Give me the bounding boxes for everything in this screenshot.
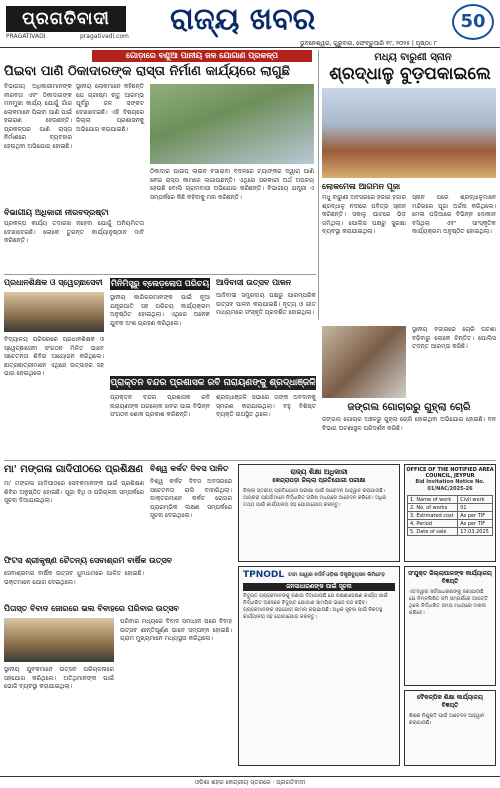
tender-cell: 17.03.2025 bbox=[458, 528, 493, 536]
row-rule-2 bbox=[4, 460, 496, 461]
table-row bbox=[408, 528, 493, 536]
table-row bbox=[408, 512, 493, 520]
section-title: ରାଜ୍ୟ ଖବର bbox=[170, 2, 316, 37]
notice-bottom-title: ବୈକଳ୍ପିକ ଶିକ୍ଷା କାର୍ଯ୍ୟାଳୟ bbox=[417, 694, 483, 701]
anniversary-badge: 50 bbox=[452, 4, 494, 40]
table-row bbox=[408, 520, 493, 528]
tender-cell: As per TIF bbox=[458, 520, 493, 528]
tender-cell: Civil work bbox=[458, 496, 493, 504]
right-subhead: ଲୋକମେଳା ଆଗମନ ପୂଜା bbox=[322, 182, 401, 191]
story-photo-9 bbox=[4, 618, 114, 662]
dateline: ଭୁବନେଶ୍ୱର, ଗୁରୁବାର, ଫେବ୍ରୁଆରି ୧୯, ୨୦୨୫ | ପୃଷ୍ଠା: ୮ bbox=[300, 40, 438, 47]
tender-cell: 1. Name of work bbox=[408, 496, 458, 504]
story-body-mid: ସ୍ଥାନୀୟ ବଜାରରେ ଚୋରି ଘଟଣା ବଢ଼ିବାରୁ ଲୋକେ ଚିନ୍ତିତ। ପୋଲିସ ତଦନ୍ତ ଆରମ୍ଭ କରିଛି। bbox=[412, 326, 496, 350]
story-body-3: ଆଦିବାସୀ ସମ୍ପ୍ରଦାୟ ପକ୍ଷରୁ ପାରମ୍ପରିକ ଉତ୍ସବ ପାଳନ କରାଯାଇଛି। ନୃତ୍ୟ ଓ ଗୀତ ମାଧ୍ୟମରେ ସଂସ୍କୃତି ପ୍ରଦର୍ଶିତ ହୋଇଥିଲା। bbox=[216, 292, 316, 316]
story-headline-7: ବିଶ୍ୱ କର୍କଟ ଦିବସ ପାଳିତ bbox=[150, 464, 229, 473]
govt-notice-subtitle: କେନ୍ଦ୍ରାପଡ଼ା ଜିଲ୍ଲା ପ୍ରତିଯୋଗୀ ପରୀକ୍ଷା bbox=[272, 477, 366, 484]
story-body-2: ସ୍ଥାନୀୟ କାରିଗରମାନଙ୍କ ପାଇଁ ନୂଆ ଯନ୍ତ୍ରପାତି ସହ ପରିଚୟ କାର୍ଯ୍ୟକ୍ରମ ଅନୁଷ୍ଠିତ ହୋଇଥିଲା। ଏଥିରେ ଅନେକ ଯୁବକ ଅଂଶ ଗ୍ରହଣ କରିଥିଲେ। bbox=[110, 294, 210, 327]
right-photo bbox=[322, 88, 496, 178]
story-body-5: ଜଙ୍ଗଲ ଗୋଚାର ଅଞ୍ଚଳରୁ ଗୁହ୍ଲା ଚୋରି ହୋଇଥିବା ଅଭିଯୋଗ ହୋଇଛି। ବନ ବିଭାଗ ଘଟଣାସ୍ଥଳ ପରିଦର୍ଶନ କରିଛି। bbox=[322, 416, 496, 432]
tender-cell: 3. Estimated cost bbox=[408, 512, 458, 520]
column-rule bbox=[318, 50, 319, 320]
govt-notice-title: ରାଜ୍ୟ ଶିକ୍ଷା ଅଧିକାରୀ bbox=[290, 468, 348, 476]
story-body-1: ବିଦ୍ୟାଳୟ ପରିସରରେ ପ୍ରଧାନଶିକ୍ଷକ ଓ ସ୍ୱେଚ୍ଛାସେବୀ ସଂଗଠନ ମିଳିତ ଭାବେ ସଚେତନତା ଶିବିର ଆୟୋଜନ କରିଥିଲେ। ଛାତ୍ରଛାତ୍ରୀମାନେ ଏଥିରେ ଉତ୍ସାହର ସହ ଭାଗ ନେଇଥିଲେ। bbox=[4, 336, 104, 377]
tender-table bbox=[407, 495, 493, 536]
story-body-10: ସ୍ଥାନୀୟ ଯୁବକମାନେ ଉତ୍ସବ ପରିଚାଳନାରେ ସହଯୋଗ କରିଥିଲେ। ଅତିଥିମାନଙ୍କ ପାଇଁ ଭୋଜି ବ୍ୟବସ୍ଥା କରାଯାଇଥିଲା। bbox=[4, 666, 114, 690]
lead-body-col4: ଠିକାଦାର ପାଇପ ଲାଇନ ବସାଇବା ବଦଳରେ ଟ୍ୟାଙ୍କର ଦ୍ୱାରା ପାଣି ନେଇ ରାସ୍ତା କାମରେ ଲଗାଉଛନ୍ତି। ଏଥିରେ ସରକାରୀ ଅର୍ଥ ଅପଚୟ ହେଉଛି ବୋଲି ଗ୍ରାମବାସୀ ଅଭିଯୋଗ କରିଛନ୍ତି। ବିଭାଗୀୟ ଯନ୍ତ୍ରୀ ଏ ସମ୍ପର୍କରେ କିଛି କହିବାକୁ ମନା କରିଛନ୍ତି। bbox=[150, 168, 314, 201]
story-headline-6: ମା' ମଙ୍ଗଳା ଗାଦିପୀଠରେ ପ୍ରଶିକ୍ଷଣ bbox=[4, 464, 144, 475]
govt-notice-ad bbox=[238, 464, 400, 562]
tpnodl-title: ଟାଟା ପାୱାର ନର୍ଦ୍ଦର୍ନ ଓଡ଼ିଶା ଡିଷ୍ଟ୍ରିବ୍ୟୁସନ ଲିମିଟେଡ଼ bbox=[288, 571, 385, 578]
lead-headline: ପିଇବା ପାଣି ଠିକାଦାରଙ୍କ ରାସ୍ତା ନିର୍ମାଣ କାର୍ଯ୍ୟରେ ଲାଗୁଛି bbox=[4, 64, 290, 79]
notice-right-ad bbox=[404, 566, 496, 686]
lead-body-col1: ବିଭାଗୀୟ ଅଧିକାରୀମାନଙ୍କ ନୀରବତା ଏବଂ ଠିକାଦାରଙ୍କ ମନମୁଖୀ କାର୍ଯ୍ୟ ଯୋଗୁଁ ଗାଁର ଲୋକମାନେ ପିଇବା ପାଣି ପାଇଁ ହଇରାଣ ହେଉଛନ୍ତି। ପ୍ରକଳ୍ପର ପାଣି ରାସ୍ତା ନିର୍ମାଣରେ ବ୍ୟବହାର ହେଉଥିବା ଅଭିଯୋଗ ହୋଇଛି। bbox=[4, 83, 72, 150]
table-row bbox=[408, 496, 493, 504]
story-headline-3: ଆଦିବାସୀ ଉତ୍ସବ ପାଳନ bbox=[216, 278, 292, 287]
tender-ad bbox=[404, 464, 496, 562]
lead-subhead: ବିଭାଗୀୟ ଅଧିକାରୀ ନୀରବଦ୍ରଷ୍ଟା bbox=[4, 208, 109, 217]
story-body-7: ବିଶ୍ୱ କର୍କଟ ଦିବସ ଅବସରରେ ସଚେତନତା ରାଲି ବାହାରିଥିଲା। ଡାକ୍ତରମାନେ କର୍କଟ ରୋଗର ପ୍ରାରମ୍ଭିକ ଲକ୍ଷଣ ସମ୍ପର୍କରେ ସୂଚନା ଦେଇଥିଲେ। bbox=[150, 478, 232, 519]
tender-notice: Bid Invitation Notice No. 01/NAC/2025-26 bbox=[415, 479, 485, 492]
right-body-col1: ମଧୁ ବାରୁଣୀ ଅବସରରେ ହଜାର ହଜାର ଶ୍ରଦ୍ଧାଳୁ ନଦୀରେ ପବିତ୍ର ସ୍ନାନ କରିଛନ୍ତି। ସକାଳୁ ଘାଟରେ ଭିଡ଼ ଜମିଥିଲା। ପୋଲିସ ପକ୍ଷରୁ ସୁରକ୍ଷା ବ୍ୟବସ୍ଥା କରାଯାଇଥିଲା। bbox=[322, 194, 406, 235]
tender-cell: 4. Period bbox=[408, 520, 458, 528]
story-headline-5: ଜଙ୍ଗଲ ଗୋଚାରରୁ ଗୁହ୍ଲା ଚୋରି bbox=[347, 402, 471, 413]
notice-right-title: ସଂଯୁକ୍ତ ଜିଲ୍ଲାପାଳଙ୍କ କାର୍ଯ୍ୟାଳୟ bbox=[408, 570, 492, 577]
row-rule bbox=[4, 274, 316, 275]
story-body-4b: ଶ୍ରଦ୍ଧାଞ୍ଜଳି ସଭାରେ ତାଙ୍କ ଅବଦାନକୁ ସ୍ମରଣ କରାଯାଇଥିଲା। ବହୁ ବିଶିଷ୍ଟ ବ୍ୟକ୍ତି ଉପସ୍ଥିତ ଥିଲେ। bbox=[216, 394, 316, 418]
lead-kicker: ଗୋଡ଼ାରେ ବଣୁଆ ପାନୀୟ ଜଳ ଯୋଗାଣ ପ୍ରକଳ୍ପ bbox=[92, 50, 312, 62]
story-headline-8: ଫିଟସ ଶ୍ରୀକୃଷ୍ଣ ଚୈତନ୍ୟ ସେବାଶ୍ରମ ବାର୍ଷିକ ଉତ୍ସବ bbox=[4, 556, 173, 565]
lead-body-col3: ପ୍ରକଳ୍ପ କାର୍ଯ୍ୟ ତଦାରଖ ନହେବା ଯୋଗୁଁ ଅନିୟମିତତା ଦେଖାଦେଇଛି। ଲୋକେ ତୁରନ୍ତ କାର୍ଯ୍ୟାନୁଷ୍ଠାନ ଦାବି କରିଛନ୍ତି। bbox=[4, 220, 144, 244]
story-body-4a: ପ୍ରାକ୍ତନ ବନ୍ଦର ପ୍ରଶାସକ ରବି ନାରାୟଣଙ୍କ ପରଲୋକ ଖବର ପାଇ ବିଭିନ୍ନ ସଂଗଠନ ଶୋକ ପ୍ରକାଶ କରିଛନ୍ତି। bbox=[110, 394, 210, 418]
tpnodl-ad bbox=[238, 566, 400, 766]
tender-cell: 01 bbox=[458, 504, 493, 512]
tender-cell: As per TIF bbox=[458, 512, 493, 520]
page-footer: ଓଡ଼ିଶା ଶହର କେନ୍ଦ୍ରୀୟ ସ୍ତରରେ · ପ୍ରଗତିବାଦୀ bbox=[0, 776, 500, 788]
story-body-9: ପରିବାର ମଧ୍ୟରେ ବିବାଦ ସମାଧାନ ପରେ ବିବାହ ଉତ୍ସବ ଶାନ୍ତିପୂର୍ଣ୍ଣ ଭାବେ ସମ୍ପନ୍ନ ହୋଇଛି। ଗ୍ରାମ ମୁଖ୍ୟମାନେ ମଧ୍ୟସ୍ଥତା କରିଥିଲେ। bbox=[120, 618, 232, 642]
notice-right-body: ଏତଦ୍ୱାରା ସର୍ବସାଧାରଣଙ୍କୁ ଜଣାଯାଉଛି ଯେ ନିମ୍ନଲିଖିତ ଜମି ସମ୍ପର୍କରେ ଆପତ୍ତି ଥିଲେ ନିର୍ଦ୍ଧାରିତ ସମୟ ମଧ୍ୟରେ ଦାଖଲ କରିବେ। bbox=[409, 589, 488, 616]
tpnodl-body: ବିଦ୍ୟୁତ ଗ୍ରାହକମାନଙ୍କୁ ଜଣାଇ ଦିଆଯାଉଛି ଯେ ରକ୍ଷଣାବେକ୍ଷଣ କାର୍ଯ୍ୟ ପାଇଁ ନିର୍ଦ୍ଧାରିତ ଅଞ୍ଚଳରେ ବିଦ୍ୟୁତ ଯୋଗାଣ ସାମୟିକ ଭାବେ ବନ୍ଦ ରହିବ। ଗ୍ରାହକମାନଙ୍କ ସହଯୋଗ କାମନା କରାଯାଉଛି। ଅଧିକ ସୂଚନା ପାଇଁ ନିକଟସ୍ଥ କାର୍ଯ୍ୟାଳୟ ସହ ଯୋଗାଯୋଗ କରନ୍ତୁ। bbox=[243, 593, 388, 620]
lead-body-col2: ସ୍ଥାନୀୟ ଲୋକମାନେ କହିଛନ୍ତି ଯେ ଗ୍ରୀଷ୍ମ ଋତୁ ଆରମ୍ଭ ପୂର୍ବରୁ ଜଳ ସଙ୍କଟ ଦେଖାଦେଇଛି। ଏହି ବିଷୟରେ ଜିଲ୍ଲା ପ୍ରଶାସନକୁ ଅଭିଯୋଗ କରାଯାଇଛି। bbox=[76, 83, 144, 133]
logo-subtitle: PRAGATIVADI bbox=[6, 33, 46, 40]
notice-bottom-ad bbox=[404, 690, 496, 766]
story-body-6: ମା' ମଙ୍ଗଳା ଗାଦିପୀଠରେ ସେବକମାନଙ୍କ ପାଇଁ ପ୍ରଶିକ୍ଷଣ ଶିବିର ଅନୁଷ୍ଠିତ ହୋଇଛି। ପୂଜା ବିଧି ଓ ପରିଚାଳନା ସମ୍ପର୍କରେ ସୂଚନା ଦିଆଯାଇଥିଲା। bbox=[4, 480, 144, 504]
tpnodl-logo: TPNODL bbox=[243, 570, 285, 580]
story-headline-1: ପ୍ରଧାନଶିକ୍ଷକ ଓ ସ୍ୱେଚ୍ଛାସେବୀ bbox=[4, 278, 103, 287]
tender-cell: 5. Date of sale bbox=[408, 528, 458, 536]
tpnodl-subtitle: ଜନସାଧାରଣଙ୍କ ପାଇଁ ସୂଚନା bbox=[243, 583, 395, 591]
story-photo-mid bbox=[322, 326, 406, 398]
notice-bottom-body: ଶିକ୍ଷକ ନିଯୁକ୍ତି ପାଇଁ ଆବେଦନ ଆହ୍ୱାନ କରାଯାଉଛି। bbox=[409, 713, 485, 726]
logo-url: pragativadi.com bbox=[80, 33, 129, 40]
right-headline: ଶ୍ରଦ୍ଧାଳୁ ବୁଡ଼ପକାଇଲେ bbox=[329, 64, 491, 84]
story-body-8: ସେବାଶ୍ରମର ବାର୍ଷିକ ଉତ୍ସବ ଧୁମଧାମରେ ପାଳିତ ହୋଇଛି। ଭକ୍ତମାନେ ଯୋଗ ଦେଇଥିଲେ। bbox=[4, 570, 144, 586]
story-headline-4: ପ୍ରାକ୍ତନ ବନ୍ଦର ପ୍ରଶାସକ ରବି ନାରାୟଣଙ୍କୁ ଶ୍ରଦ୍ଧାଞ୍ଜଳି bbox=[110, 378, 316, 388]
tender-cell: 2. No. of works bbox=[408, 504, 458, 512]
lead-photo bbox=[150, 84, 314, 164]
notice-bottom-subtitle: ବିଜ୍ଞପ୍ତି bbox=[441, 702, 459, 709]
notice-right-subtitle: ବିଜ୍ଞପ୍ତି bbox=[441, 578, 459, 585]
newspaper-logo: ପ୍ରଗତିବାଦୀ bbox=[6, 6, 126, 32]
table-row bbox=[408, 504, 493, 512]
govt-notice-body: ଜିଲ୍ଲା ସ୍ତରୀୟ ପ୍ରତିଯୋଗୀ ପରୀକ୍ଷା ପାଇଁ ଆବେଦନ ଆହ୍ୱାନ କରାଯାଉଛି। ଆଗ୍ରହୀ ପ୍ରାର୍ଥୀମାନେ ନିର୍ଦ୍ଧାରିତ ତାରିଖ ମଧ୍ୟରେ ଆବେଦନ କରିବେ। ଅଧିକ ତଥ୍ୟ ପାଇଁ କାର୍ଯ୍ୟାଳୟ ସହ ଯୋଗାଯୋଗ କରନ୍ତୁ। bbox=[243, 488, 387, 508]
right-kicker: ମଧ୍ୟ ବାରୁଣୀ ସ୍ନାନ bbox=[374, 52, 452, 63]
story-photo-1 bbox=[4, 292, 104, 332]
story-headline-2: ମିନିମିସ୍ତ୍ରୁ ବ୍ଲେଡ଼ଲୋପ ପରିଚୟ bbox=[110, 279, 210, 288]
story-headline-9: ପିତାସ୍ତ ବିବାଦ ଜୋରରେ ଭଲ ବିବାହରେ ପରିବାର ଉତ୍ସବ bbox=[4, 604, 179, 613]
right-body-col2: ସ୍ନାନ ପରେ ଶ୍ରଦ୍ଧାଳୁମାନେ ମନ୍ଦିରରେ ପୂଜା ଅର୍ଚ୍ଚନା କରିଥିଲେ। ମେଳା ପଡ଼ିଆରେ ବିଭିନ୍ନ ଦୋକାନ ବସିଥିଲା ଏବଂ ସାଂସ୍କୃତିକ କାର୍ଯ୍ୟକ୍ରମ ଅନୁଷ୍ଠିତ ହୋଇଥିଲା। bbox=[412, 194, 496, 235]
tender-title: OFFICE OF THE NOTIFIED AREA COUNCIL, JEYPUR bbox=[406, 467, 494, 479]
